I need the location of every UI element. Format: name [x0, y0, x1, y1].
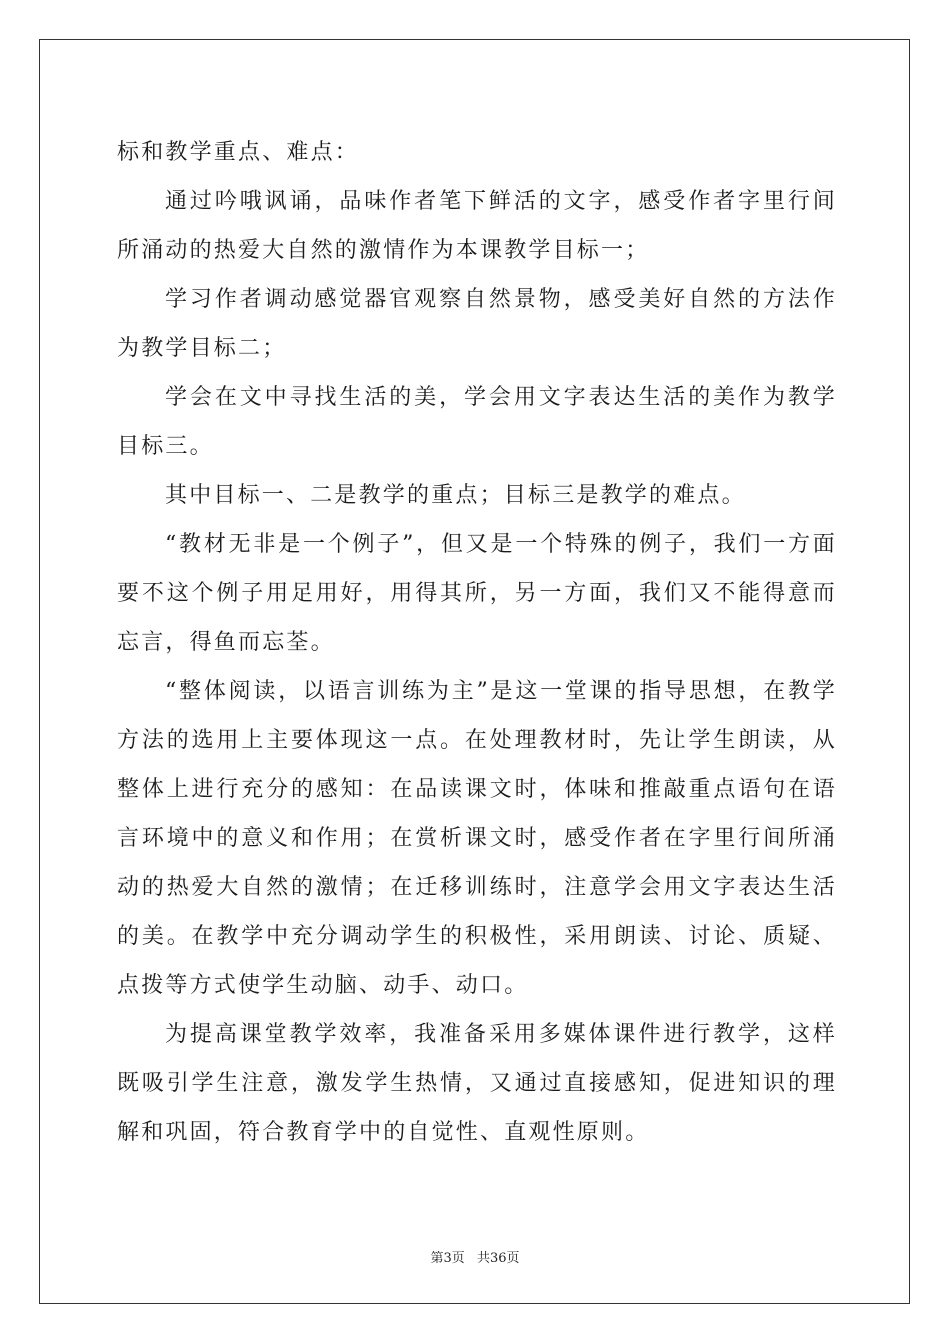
paragraph: 标和教学重点、难点： — [117, 140, 360, 165]
paragraph: “整体阅读，以语言训练为主”是这一堂课的指导思想，在教学方法的选用上主要体现这一点。在处理教材时，先让学生朗读，从整体上进行充分的感知：在品读课文时，体味和推敲重点语句在语言环境中的意义和作用；在赏析课文时，感受作者在字里行间所涌动的热爱大自然的激情；在迁移训练时，注意学会用文字表达生活的美。在教学中充分调动学生的积极性，采用朗读、讨论、质疑、点拨等方式使学生动脑、动手、动口。 — [117, 679, 837, 998]
paragraph: 为提高课堂教学效率，我准备采用多媒体课件进行教学，这样既吸引学生注意，激发学生热情，又通过直接感知，促进知识的理解和巩固，符合教育学中的自觉性、直观性原则。 — [117, 1022, 837, 1145]
document-body — [117, 128, 837, 1157]
page-total: 共36页 — [476, 1251, 520, 1266]
paragraph: 学习作者调动感觉器官观察自然景物，感受美好自然的方法作为教学目标二； — [117, 287, 837, 361]
paragraph: 通过吟哦讽诵，品味作者笔下鲜活的文字，感受作者字里行间所涌动的热爱大自然的激情作为本课教学目标一； — [117, 189, 837, 263]
page-number: 第3页 — [430, 1251, 465, 1266]
page-footer — [0, 1247, 950, 1266]
paragraph: “教材无非是一个例子”，但又是一个特殊的例子，我们一方面要不这个例子用足用好，用得其所，另一方面，我们又不能得意而忘言，得鱼而忘荃。 — [117, 532, 837, 655]
paragraph: 其中目标一、二是教学的重点；目标三是教学的难点。 — [165, 483, 746, 508]
paragraph: 学会在文中寻找生活的美，学会用文字表达生活的美作为教学目标三。 — [117, 385, 837, 459]
